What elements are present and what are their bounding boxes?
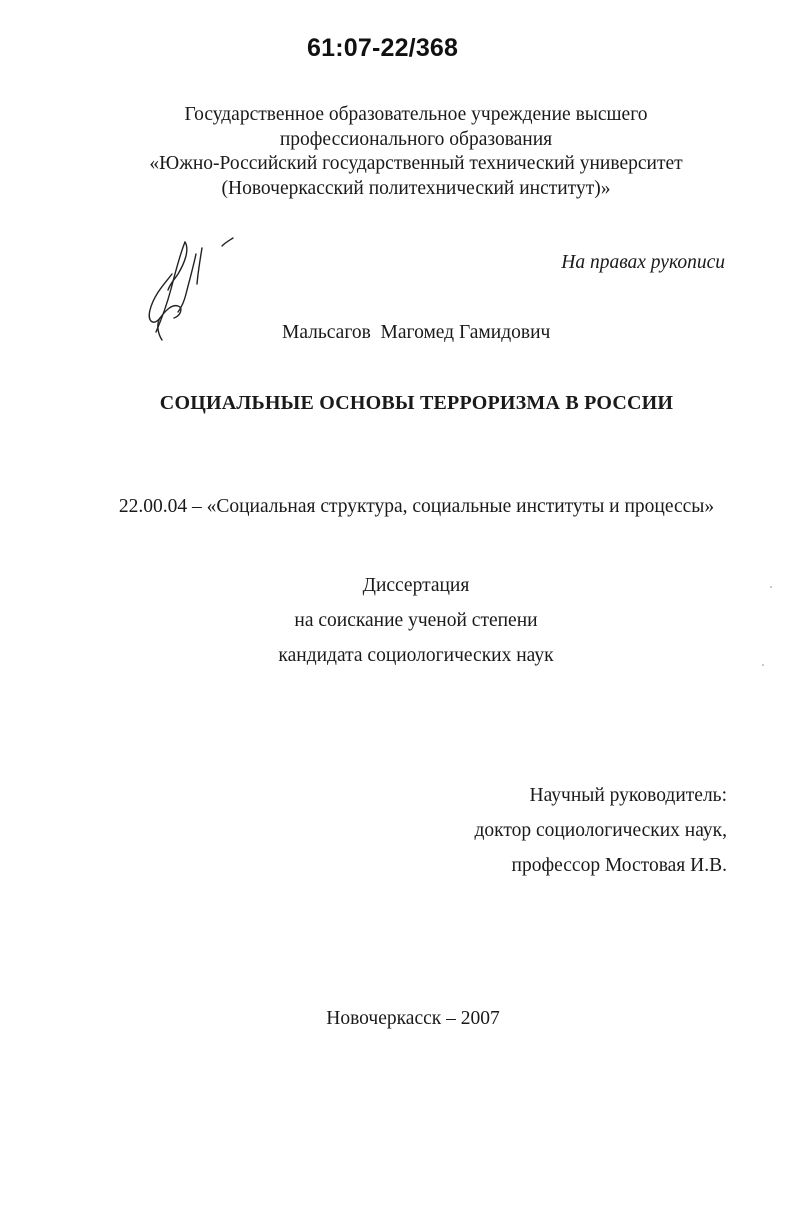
place-year: Новочеркасск – 2007 [326, 1008, 500, 1029]
degree-line-2: на соискание ученой степени [294, 610, 538, 631]
supervisor-block [474, 778, 727, 883]
specialty-code: 22.00.04 – «Социальная структура, социальные институты и процессы» [118, 496, 715, 517]
institution-line-4: (Новочеркасский политехнический институт)» [221, 177, 611, 199]
dissertation-title: СОЦИАЛЬНЫЕ ОСНОВЫ ТЕРРОРИЗМА В РОССИИ [159, 392, 674, 414]
scan-speck [770, 586, 772, 588]
rights-note: На правах рукописи [561, 252, 725, 273]
supervisor-line-2: доктор социологических наук, [474, 820, 727, 841]
institution-line-3: «Южно-Российский государственный технический университет [149, 153, 683, 174]
degree-line-3: кандидата социологических наук [278, 645, 554, 666]
supervisor-line-1: Научный руководитель: [529, 785, 727, 806]
institution-block [100, 103, 732, 201]
handwritten-signature [140, 234, 240, 344]
institution-line-2: профессионального образования [279, 128, 553, 150]
supervisor-line-3: профессор Мостовая И.В. [511, 855, 727, 876]
institution-line-1: Государственное образовательное учреждение высшего [184, 104, 648, 125]
scan-speck [762, 664, 764, 666]
degree-line-1: Диссертация [362, 575, 470, 596]
degree-block [0, 568, 793, 673]
author-name: Мальсагов Магомед Гамидович [282, 322, 551, 343]
archive-code: 61:07-22/368 [307, 34, 459, 62]
